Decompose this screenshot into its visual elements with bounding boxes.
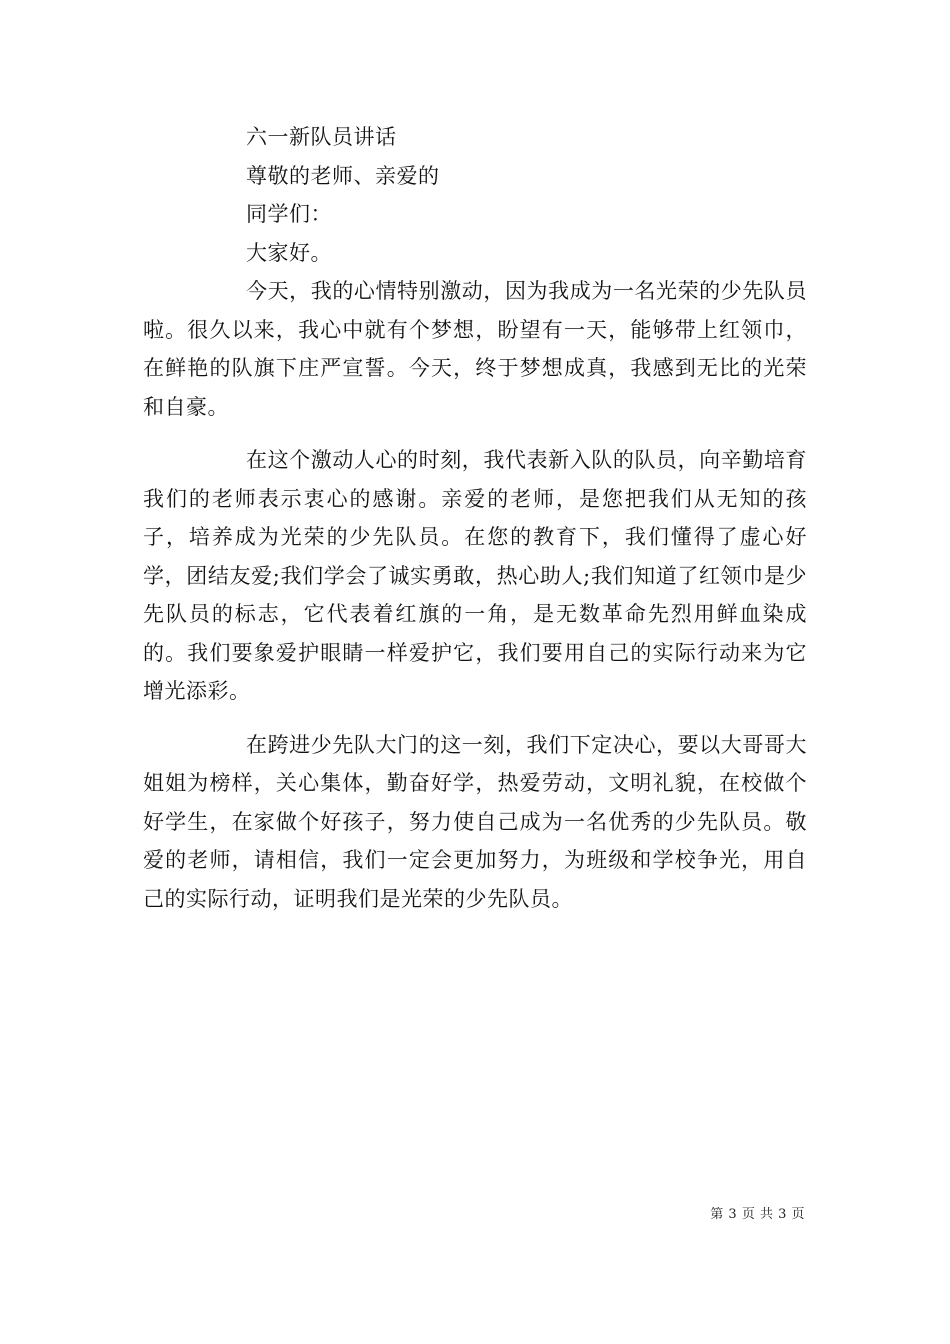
document-title: 六一新队员讲话 [246, 125, 397, 149]
paragraph-1: 今天，我的心情特别激动，因为我成为一名光荣的少先队员啦。很久以来，我心中就有个梦想，盼望有一天，能够带上红领巾，在鲜艳的队旗下庄严宣誓。今天，终于梦想成真，我感到无比的光荣和自豪。 [143, 279, 807, 419]
paragraph-2: 在这个激动人心的时刻，我代表新入队的队员，向辛勤培育我们的老师表示衷心的感谢。亲爱的老师，是您把我们从无知的孩子，培养成为光荣的少先队员。在您的教育下，我们懂得了虚心好学，团结友爱;我们学会了诚实勇敢，热心助人;我们知道了红领巾是少先队员的标志，它代表着红旗的一角，是无数革命先烈用鲜血染成的。我们要象爱护眼睛一样爱护它，我们要用自己的实际行动来为它增光添彩。 [143, 448, 807, 703]
page-number-footer: 第 3 页 共 3 页 [710, 1207, 805, 1222]
salutation-line-1: 尊敬的老师、亲爱的 [246, 163, 440, 188]
paragraph-3: 在跨进少先队大门的这一刻，我们下定决心，要以大哥哥大姐姐为榜样，关心集体，勤奋好学，热爱劳动，文明礼貌，在校做个好学生，在家做个好孩子，努力使自己成为一名优秀的少先队员。敬爱的老师，请相信，我们一定会更加努力，为班级和学校争光，用自己的实际行动，证明我们是光荣的少先队员。 [143, 732, 807, 911]
salutation-line-2: 同学们： [246, 202, 332, 226]
document-body [143, 118, 807, 918]
greeting: 大家好。 [246, 240, 332, 265]
